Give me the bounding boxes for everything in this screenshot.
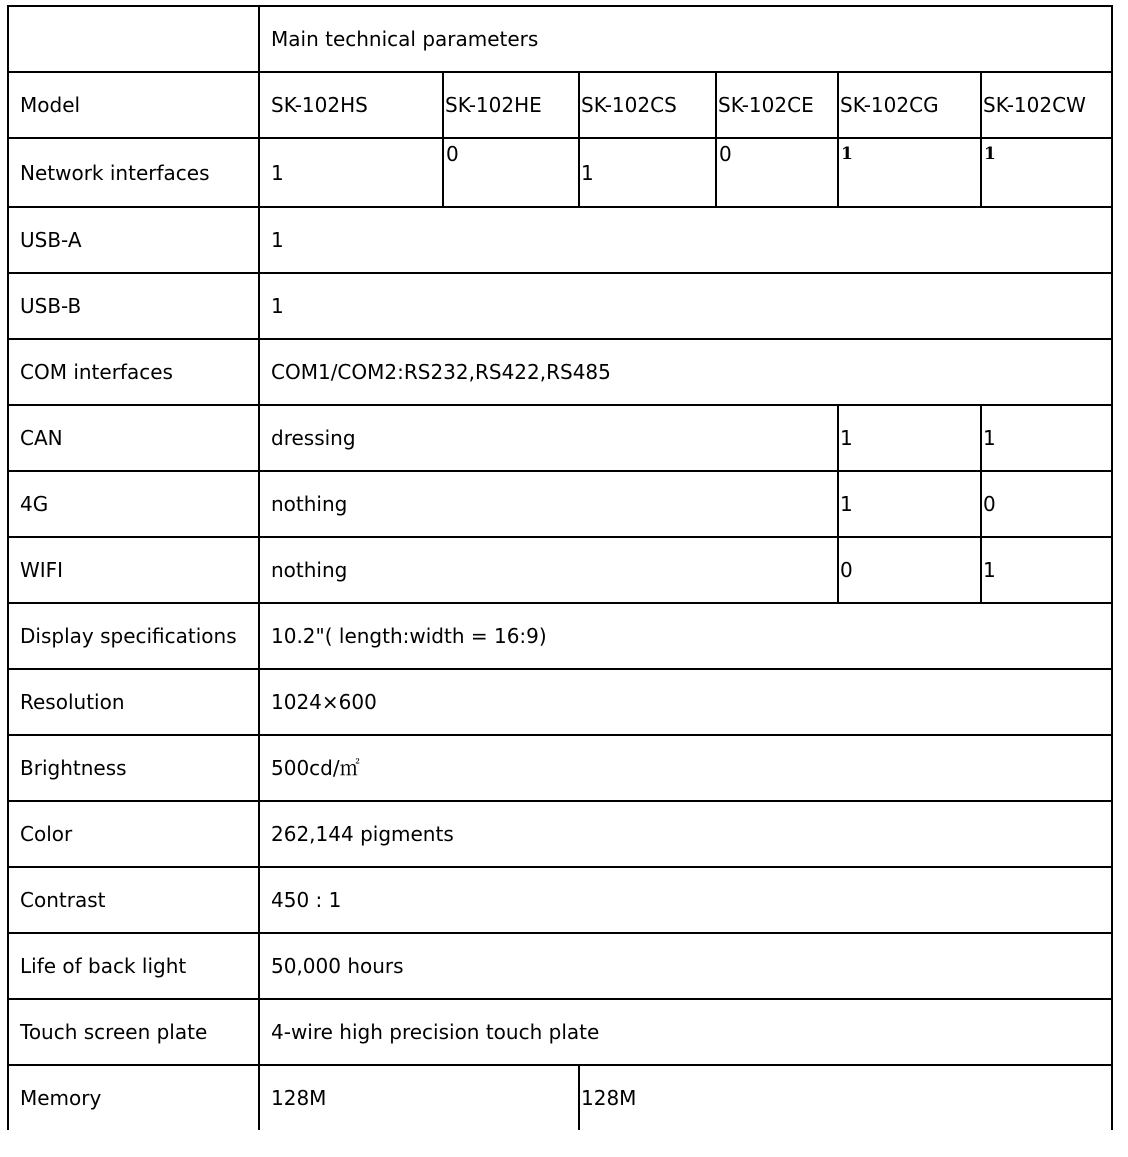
network-sk-102cw: 1 (981, 138, 1112, 207)
network-sk-102cs: 1 (579, 138, 716, 207)
network-row (8, 138, 1112, 207)
contrast-row (8, 867, 1112, 933)
backlight-row (8, 933, 1112, 999)
model-sk-102hs: SK-102HS (259, 72, 443, 138)
brightness-value: 500cd/㎡ (259, 735, 1112, 801)
memory-row (8, 1065, 1112, 1130)
table-title: Main technical parameters (259, 6, 1112, 72)
memory-value-hs-he: 128M (259, 1065, 579, 1130)
touch-row (8, 999, 1112, 1065)
color-label: Color (8, 801, 259, 867)
usb-a-value: 1 (259, 207, 1112, 273)
resolution-row (8, 669, 1112, 735)
can-label: CAN (8, 405, 259, 471)
can-sk-102cg: 1 (838, 405, 981, 471)
usb-b-value: 1 (259, 273, 1112, 339)
color-row (8, 801, 1112, 867)
can-value: dressing (259, 405, 838, 471)
usb-b-label: USB-B (8, 273, 259, 339)
can-sk-102cw: 1 (981, 405, 1112, 471)
model-sk-102he: SK-102HE (443, 72, 579, 138)
usb-a-row (8, 207, 1112, 273)
contrast-label: Contrast (8, 867, 259, 933)
can-row (8, 405, 1112, 471)
brightness-row (8, 735, 1112, 801)
usb-b-row (8, 273, 1112, 339)
display-row (8, 603, 1112, 669)
wifi-sk-102cw: 1 (981, 537, 1112, 603)
model-row (8, 72, 1112, 138)
corner-cell (8, 6, 259, 72)
wifi-sk-102cg: 0 (838, 537, 981, 603)
header-row (8, 6, 1112, 72)
model-label: Model (8, 72, 259, 138)
model-sk-102cg: SK-102CG (838, 72, 981, 138)
wifi-label: WIFI (8, 537, 259, 603)
touch-label: Touch screen plate (8, 999, 259, 1065)
spec-table (7, 5, 1113, 1130)
4g-value: nothing (259, 471, 838, 537)
color-value: 262,144 pigments (259, 801, 1112, 867)
usb-a-label: USB-A (8, 207, 259, 273)
network-label: Network interfaces (8, 138, 259, 207)
network-sk-102ce: 0 (716, 138, 838, 207)
com-row (8, 339, 1112, 405)
network-sk-102cg: 1 (838, 138, 981, 207)
backlight-value: 50,000 hours (259, 933, 1112, 999)
memory-label: Memory (8, 1065, 259, 1130)
model-sk-102cs: SK-102CS (579, 72, 716, 138)
display-value: 10.2"( length:width = 16:9) (259, 603, 1112, 669)
memory-value-cs-cw: 128M (579, 1065, 1112, 1130)
network-sk-102he: 0 (443, 138, 579, 207)
wifi-row (8, 537, 1112, 603)
contrast-value: 450 : 1 (259, 867, 1112, 933)
4g-sk-102cw: 0 (981, 471, 1112, 537)
com-label: COM interfaces (8, 339, 259, 405)
display-label: Display specifications (8, 603, 259, 669)
touch-value: 4-wire high precision touch plate (259, 999, 1112, 1065)
model-sk-102ce: SK-102CE (716, 72, 838, 138)
resolution-label: Resolution (8, 669, 259, 735)
brightness-label: Brightness (8, 735, 259, 801)
wifi-value: nothing (259, 537, 838, 603)
4g-sk-102cg: 1 (838, 471, 981, 537)
4g-label: 4G (8, 471, 259, 537)
com-value: COM1/COM2:RS232,RS422,RS485 (259, 339, 1112, 405)
backlight-label: Life of back light (8, 933, 259, 999)
model-sk-102cw: SK-102CW (981, 72, 1112, 138)
resolution-value: 1024×600 (259, 669, 1112, 735)
network-sk-102hs: 1 (259, 138, 443, 207)
4g-row (8, 471, 1112, 537)
